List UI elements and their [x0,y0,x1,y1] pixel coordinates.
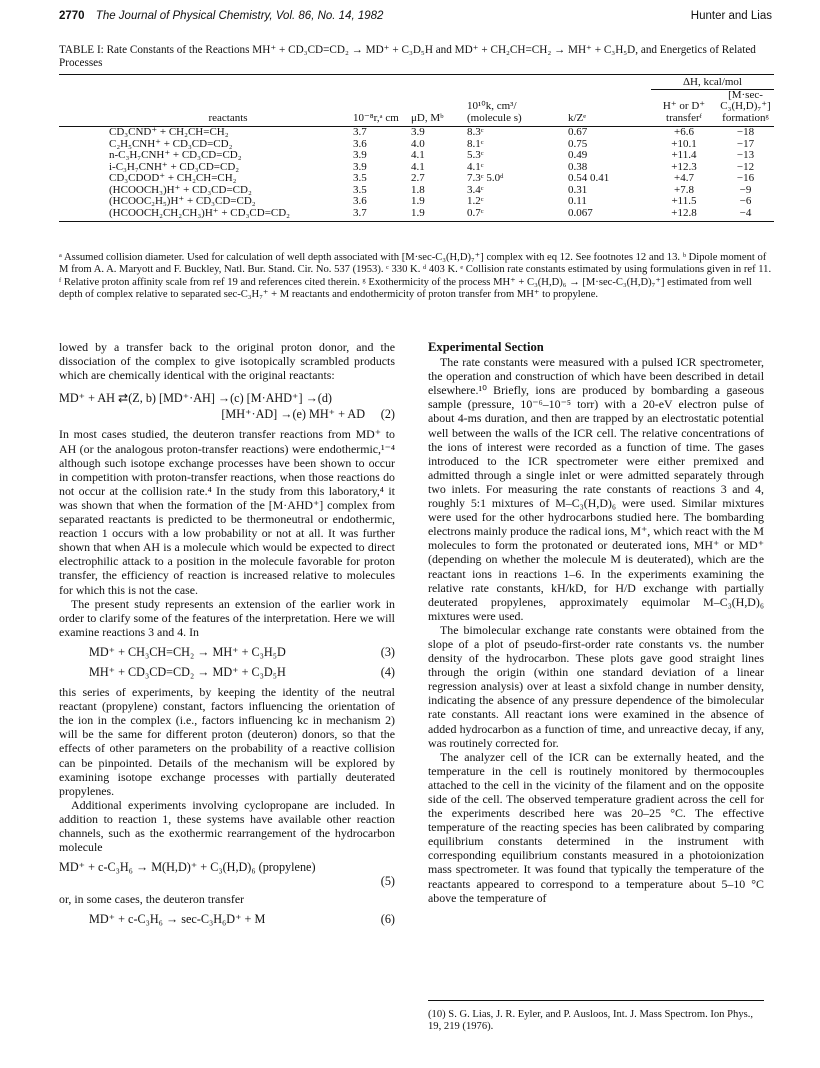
footnote-10: (10) S. G. Lias, J. R. Eyler, and P. Ausloos, Int. J. Mass Spectrom. Ion Phys., 19, 219 (1976). [428,1000,764,1033]
table-cell-k: 8.1ᶜ [467,137,484,150]
table-cell-reactants: i-C₃H₇CNH⁺ + CD₃CD=CD₂ [109,160,240,173]
paragraph: The rate constants were measured with a pulsed ICR spectrometer, the operation and construction of which have been described in detail elsewhere.¹⁰ Briefly, ions are produced by bombarding a gaseous sample (pressure, 10⁻⁶–10⁻⁵ torr) with a 20-eV electron pulse of about 4-ms duration, and then are trapped by an electrostatic potential well between the walls of the ICR cell. The relative concentrations of the ions of interest were recorded as a function of time. The gases introduced to the ICR spectrometer were either premixed and admitted through a single inlet or were admitted separately through two inlets. For measuring the rate constants of reactions 3 and 4, roughly 5:1 mixtures of M–C₃(H,D)₆ were used. Similar mixtures were used for the other hydrocarbons studied here. The bombarding electrons mainly produce the radical ions, M⁺, which react with the M molecules to form the protonated or deuterated ions, MH⁺ or MD⁺ (depending on whether the molecule M is deuterated), which are the reactant ions in reactions 1–6. In the experiments examining the relative rate constants, kH/kD, for H/D exchange with partially deuterated propylenes, approximately equimolar M–C₃(H,D)₆ mixtures were used. [428,355,764,623]
equation-text: MD⁺ + c-C₃H₆ → M(H,D)⁺ + C₃(H,D)₆ (propylene) [59,860,316,875]
equation-5-number [59,874,395,888]
table-cell-ht: +4.7 [674,172,694,184]
equation-number: (6) [380,912,395,927]
col-k: 10¹⁰k, cm³/ (molecule s) [464,90,565,127]
table-cell-k: 0.7ᶜ [464,208,565,222]
equation-text: MD⁺ + c-C₃H₆ → sec-C₃H₆D⁺ + M [89,912,266,927]
table-cell-mu: 3.9 [411,126,425,138]
paragraph: Additional experiments involving cyclopropane are included. In addition to reaction 1, these systems have available other reaction channels, such as the exothermic rearrangement of the hydrocarbon molecule [59,797,395,855]
table-cell-ht: +12.3 [671,160,697,173]
table-cell-cf: −4 [717,208,774,222]
table-cell-kz: 0.31 [568,183,588,196]
rate-constants-table [59,74,774,222]
col-reactants: reactants [59,90,350,127]
table-cell-cf: −13 [736,149,755,161]
equation-number: (3) [380,644,395,659]
table-cell-reactants: CD₃CDOD⁺ + CH₂CH=CH₂ [109,172,237,184]
table-cell-k: 4.1ᶜ [467,160,484,173]
equation-6 [89,912,395,926]
table-cell-r: 3.9 [353,160,367,173]
journal-name: The Journal of Physical Chemistry, Vol. 86, No. 14, 1982 [95,10,384,22]
equation-5 [59,860,395,874]
table-cell-mu: 2.7 [411,172,425,184]
right-column [428,340,764,905]
table-row [59,208,774,222]
table-cell-kz: 0.54 0.41 [568,172,610,184]
table-row [59,173,774,185]
table-cell-mu: 1.9 [408,208,464,222]
table-cell-kz: 0.38 [568,160,588,173]
equation-number: (2) [380,407,395,422]
equation-3 [89,645,395,659]
equation-number: (4) [380,664,395,679]
col-kz: k/Zᵉ [565,90,651,127]
col-mu: μD, Mᵇ [408,90,464,127]
table-cell-k: 8.3ᶜ [467,126,484,138]
table-cell-r: 3.5 [353,172,367,184]
equation-text: [MH⁺·AD] →(e) MH⁺ + AD [221,407,365,422]
table-cell-k: 1.2ᶜ [467,195,484,207]
table-cell-kz: 0.67 [568,126,588,138]
table-cell-cf: −6 [739,195,752,207]
table-cell-reactants: (HCOOCH₃)H⁺ + CD₃CD=CD₂ [109,183,252,196]
table-cell-reactants: C₂H₅CNH⁺ + CD₃CD=CD₂ [109,137,233,150]
table-cell-r: 3.7 [350,208,408,222]
paragraph: The present study represents an extension of the earlier work in order to clarify some of the features of the interpretation. Here we will examine reactions 3 and 4. In [59,596,395,639]
equation-2-line1 [59,391,395,405]
equation-text: MD⁺ + CH₃CH=CH₂ → MH⁺ + C₃H₅D [89,644,286,659]
table-cell-kz: 0.11 [568,195,587,207]
table-cell-k: 7.3ᶜ 5.0ᵈ [467,172,504,184]
table-cell-mu: 4.0 [411,137,425,150]
table-cell-kz: 0.75 [568,137,588,150]
table-cell-kz: 0.067 [565,208,651,222]
dh-header: ΔH, kcal/mol [651,75,774,90]
table-cell-k: 3.4ᶜ [467,183,484,196]
paragraph: The analyzer cell of the ICR can be externally heated, and the temperature in the cell is routinely monitored by thermocouples attached to the cell in the vicinity of the filament and on the opposite side of the cell. The observed temperature gradient across the cell for the experiments described here was 20–25 °C. The effective temperature of the reacting species has been calibrated by comparing equilibrium constants determined in the instrument with corresponding equilibrium constants measured in a photoionization mass spectrometer. It was found that typically the temperature of the reactants appeared to correspond to a temperature about 5–10 °C above the temperature of [428,749,764,905]
table-cell-r: 3.6 [353,195,367,207]
col-r: 10⁻⁸r,ᵃ cm [350,90,408,127]
equation-number: (5) [380,874,395,889]
col-formation: [M·sec-C₃(H,D)₇⁺] formationᵍ [717,90,774,127]
header-authors: Hunter and Lias [690,10,772,22]
table-cell-ht: +11.5 [671,195,697,207]
table-cell-ht: +7.8 [674,183,694,196]
equation-2-line2 [59,407,395,421]
table-cell-mu: 4.1 [411,160,425,173]
table-cell-reactants: (HCOOCH₂CH₂CH₃)H⁺ + CD₃CD=CD₂ [59,208,350,222]
table-cell-cf: −12 [736,160,755,173]
table-cell-cf: −18 [736,126,755,138]
table-cell-ht: +11.4 [671,149,697,161]
table-cell-reactants: (HCOOC₂H₅)H⁺ + CD₃CD=CD₂ [109,195,256,207]
table-cell-ht: +12.8 [651,208,717,222]
table-cell-cf: −17 [736,137,755,150]
table-cell-ht: +10.1 [671,137,697,150]
table-row [59,196,774,208]
section-heading: Experimental Section [428,340,544,354]
table-cell-cf: −9 [739,183,752,196]
table-cell-r: 3.9 [353,149,367,161]
equation-text: MH⁺ + CD₃CD=CD₂ → MD⁺ + C₃D₅H [89,664,286,679]
table-cell-kz: 0.49 [568,149,588,161]
paragraph: In most cases studied, the deuteron transfer reactions from MD⁺ to AH (or the analogous proton-transfer reactions) were endothermic,¹⁻⁴ although such isotope exchange processes have been shown to occur in competition with proton-transfer reactions, when those reactions do not occur at the collision rate.⁴ In the study from this laboratory,⁴ it was shown that when the formation of the [M·AHD⁺] complex from separated reactants is predicted to be thermoneutral or endothermic, reaction 1 occurs with a low probability or not at all. It was further shown that when AH is a molecule which would be expected to direct electrophilic attack to a position in the molecule favorable for proton transfer, the efficiency of reaction is increased relative to molecules for which this is not the case. [59,427,395,597]
table-cell-cf: −16 [736,172,755,184]
paragraph: or, in some cases, the deuteron transfer [59,892,245,907]
table-cell-reactants: CD₃CND⁺ + CH₂CH=CH₂ [109,126,229,138]
table-row [59,150,774,162]
paragraph: lowed by a transfer back to the original proton donor, and the dissociation of the complex to give isotopically scrambled products which are chemically identical with the original reactants: [59,340,395,383]
table-cell-mu: 1.8 [411,183,425,196]
equation-text: MD⁺ + AH ⇄(Z, b) [MD⁺·AH] →(c) [M·AHD⁺] →(d) [59,391,332,406]
table-cell-ht: +6.6 [674,126,694,138]
table-cell-reactants: n-C₃H₇CNH⁺ + CD₃CD=CD₂ [109,149,242,161]
paragraph: The bimolecular exchange rate constants were obtained from the slope of a plot of pseudo-first-order rate constants vs. the number density of the hydrocarbon. These plots gave good straight lines through the origin (within one standard deviation of a linear regression analysis) over at least a sixfold change in number density, indicating the absence of any pressure dependence of the bimolecular rate constants. All reactant ions were examined in the absence of added hydrocarbon as a function of time, and unreactive decay, if any, was routinely corrected for. [428,622,764,750]
table-cell-mu: 4.1 [411,149,425,161]
table-cell-r: 3.6 [353,137,367,150]
paragraph: this series of experiments, by keeping the identity of the neutral reactant (propylene) constant, factors influencing the orientation of the ion in the complex (i.e., factors influencing kc in mechanism 2) will be the same for different proton (deuteron) donors, so that the effects of other parameters on the probability of a reactive collision can be pinpointed. Details of the mechanism will be explored by examining isotope exchange processes with partially deuterated propylenes. [59,685,395,798]
table-caption: TABLE I: Rate Constants of the Reactions MH⁺ + CD₃CD=CD₂ → MD⁺ + C₃D₅H and MD⁺ + CH₂CH=CH₂ → MH⁺ + C₃H₅D, and Energetics of Related Processes [59,44,756,69]
running-header [59,10,772,30]
left-column [59,340,395,927]
table-row [59,127,774,139]
table-cell-k: 5.3ᶜ [467,149,484,161]
table-cell-r: 3.7 [353,126,367,138]
page-number: 2770 [59,10,85,22]
table-cell-mu: 1.9 [411,195,425,207]
table-cell-r: 3.5 [353,183,367,196]
table-footnotes: ᵃ Assumed collision diameter. Used for calculation of well depth associated with [M·sec-C₃(H,D)₇⁺] complex with eq 12. See footnotes 12 and 13. ᵇ Dipole moment of M from A. A. Maryott and F. Buckley, Natl. Bur. Stand. Cir. No. 537 (1953). ᶜ 330 K. ᵈ 403 K. ᵉ Collision rate constants estimated by using formulations given in ref 11. ᶠ Relative proton affinity scale from ref 19 and references cited therein. ᵍ Exothermicity of the process MH⁺ + C₃(H,D)₆ → [M·sec-C₃(H,D)₇⁺] estimated from well depth of complex relative to separated sec-C₃H₇⁺ + M reactants and endothermicity of proton transfer from MH⁺ to propylene. [59,252,772,301]
col-transfer: H⁺ or D⁺ transferᶠ [651,90,717,127]
equation-4 [89,665,395,679]
